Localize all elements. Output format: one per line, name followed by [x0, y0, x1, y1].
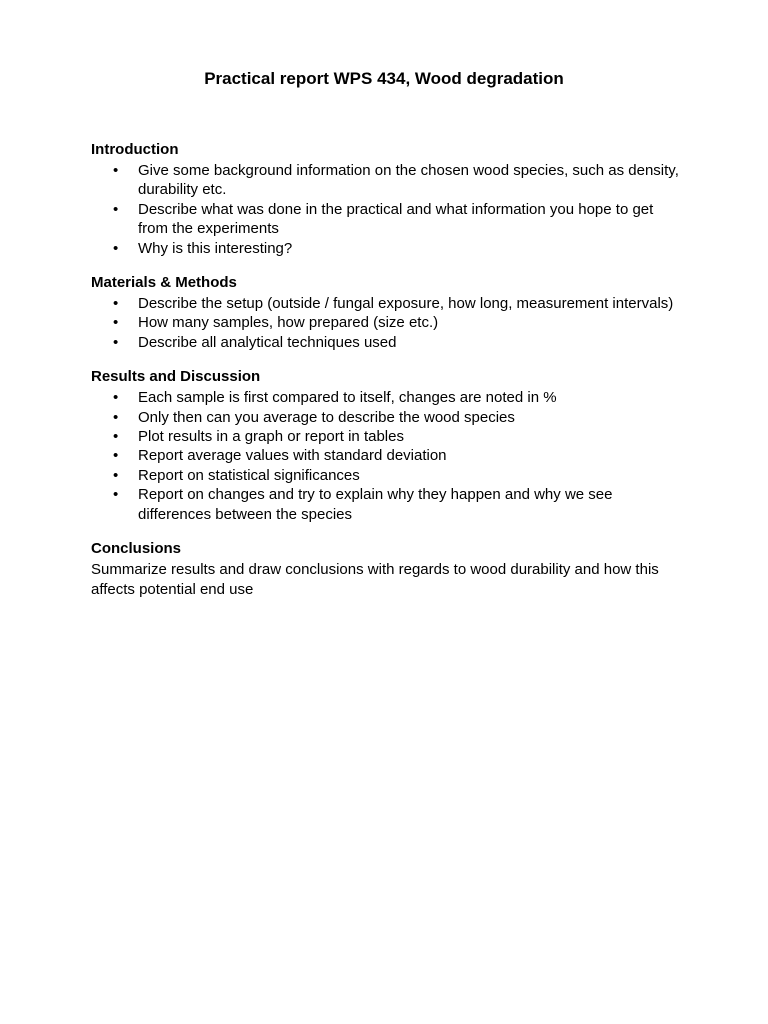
- section-materials-methods: [91, 273, 681, 352]
- bullet-list: [91, 161, 681, 258]
- list-item: • Report on statistical significances: [91, 466, 681, 485]
- document-body: [91, 140, 681, 614]
- bullet-list: [91, 294, 681, 352]
- conclusions-text: Summarize results and draw conclusions with regards to wood durability and how this affects potential end use: [91, 561, 659, 598]
- list-item: • Report on changes and try to explain why they happen and why we see differences between the species: [91, 485, 681, 524]
- bullet-list: [91, 388, 681, 524]
- list-item: • Describe what was done in the practical and what information you hope to get from the experiments: [91, 200, 681, 239]
- section-heading: Introduction: [91, 141, 179, 158]
- section-heading: Conclusions: [91, 540, 182, 558]
- section-introduction: [91, 140, 681, 258]
- section-results-discussion: [91, 367, 681, 524]
- list-item: • Report average values with standard deviation: [91, 446, 681, 465]
- list-item: • Only then can you average to describe the wood species: [91, 408, 681, 427]
- section-heading: Results and Discussion: [91, 368, 261, 386]
- list-item: • Why is this interesting?: [91, 239, 681, 258]
- document-title: Practical report WPS 434, Wood degradation: [204, 69, 564, 88]
- section-conclusions: [91, 539, 681, 599]
- list-item: • Plot results in a graph or report in tables: [91, 427, 681, 446]
- section-heading: Materials & Methods: [91, 274, 237, 292]
- list-item: • Describe all analytical techniques used: [91, 333, 681, 352]
- list-item: • Give some background information on the chosen wood species, such as density, durability etc.: [91, 161, 681, 200]
- list-item: • Describe the setup (outside / fungal exposure, how long, measurement intervals): [91, 294, 681, 313]
- list-item: • Each sample is first compared to itself, changes are noted in %: [91, 388, 681, 407]
- list-item: • How many samples, how prepared (size etc.): [91, 313, 681, 332]
